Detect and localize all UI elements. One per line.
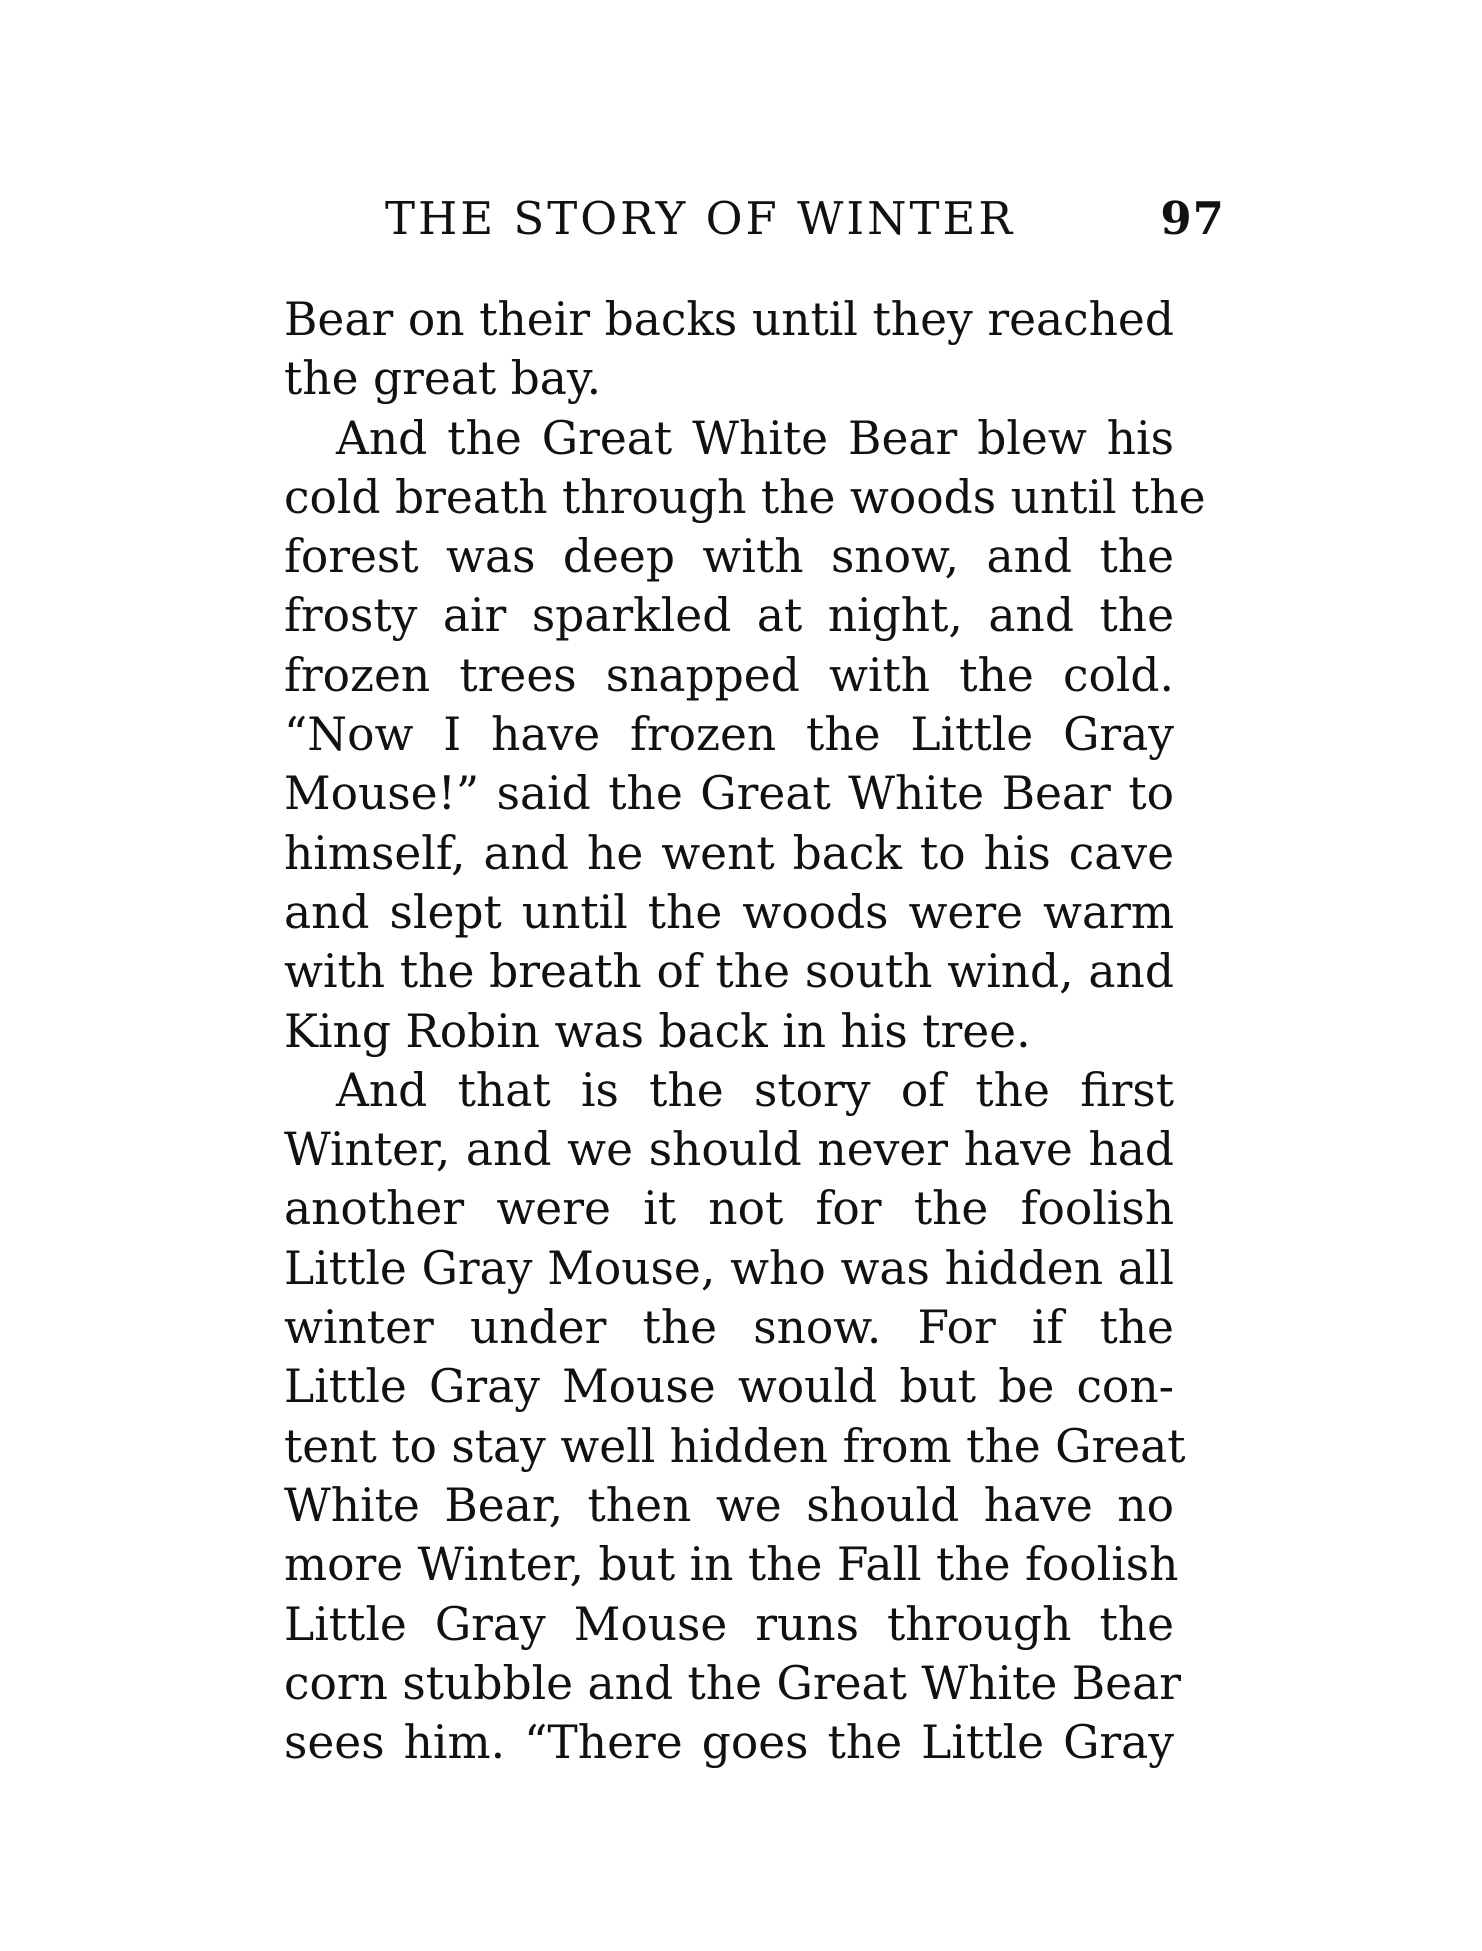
text-line: “Now I have frozen the Little Gray (284, 708, 1174, 762)
text-line: And that is the story of the first (336, 1063, 1174, 1117)
text-line: And the Great White Bear blew his (336, 411, 1174, 465)
text-line: corn stubble and the Great White Bear (284, 1656, 1181, 1710)
running-head-title: THE STORY OF WINTER (385, 192, 1016, 245)
text-line: Winter, and we should never have had (284, 1123, 1174, 1177)
text-line: cold breath through the woods until the (284, 470, 1206, 524)
text-line: frosty air sparkled at night, and the (284, 589, 1174, 643)
text-line: Bear on their backs until they reached (284, 293, 1174, 346)
running-head (385, 192, 1225, 252)
body-text (284, 290, 1206, 1772)
text-line: the great bay. (284, 352, 602, 406)
text-line: Little Gray Mouse runs through the (284, 1597, 1174, 1651)
text-line: Little Gray Mouse, who was hidden all (284, 1241, 1174, 1295)
text-line: Mouse!” said the Great White Bear to (284, 767, 1174, 821)
text-line: winter under the snow. For if the (284, 1301, 1174, 1355)
text-line: himself, and he went back to his cave (284, 826, 1174, 880)
text-line: with the breath of the south wind, and (284, 945, 1174, 999)
text-line: Little Gray Mouse would but be con- (284, 1360, 1174, 1414)
text-line: White Bear, then we should have no (284, 1478, 1174, 1532)
text-line: and slept until the woods were warm (284, 885, 1174, 939)
text-line: more Winter, but in the Fall the foolish (284, 1538, 1179, 1592)
text-line: tent to stay well hidden from the Great (284, 1419, 1186, 1473)
text-line: sees him. “There goes the Little Gray (284, 1716, 1174, 1770)
text-line: King Robin was back in his tree. (284, 1004, 1031, 1058)
page-number: 97 (1160, 192, 1225, 245)
text-line: frozen trees snapped with the cold. (284, 648, 1174, 702)
text-line: another were it not for the foolish (284, 1182, 1174, 1236)
text-line: forest was deep with snow, and the (284, 530, 1174, 584)
